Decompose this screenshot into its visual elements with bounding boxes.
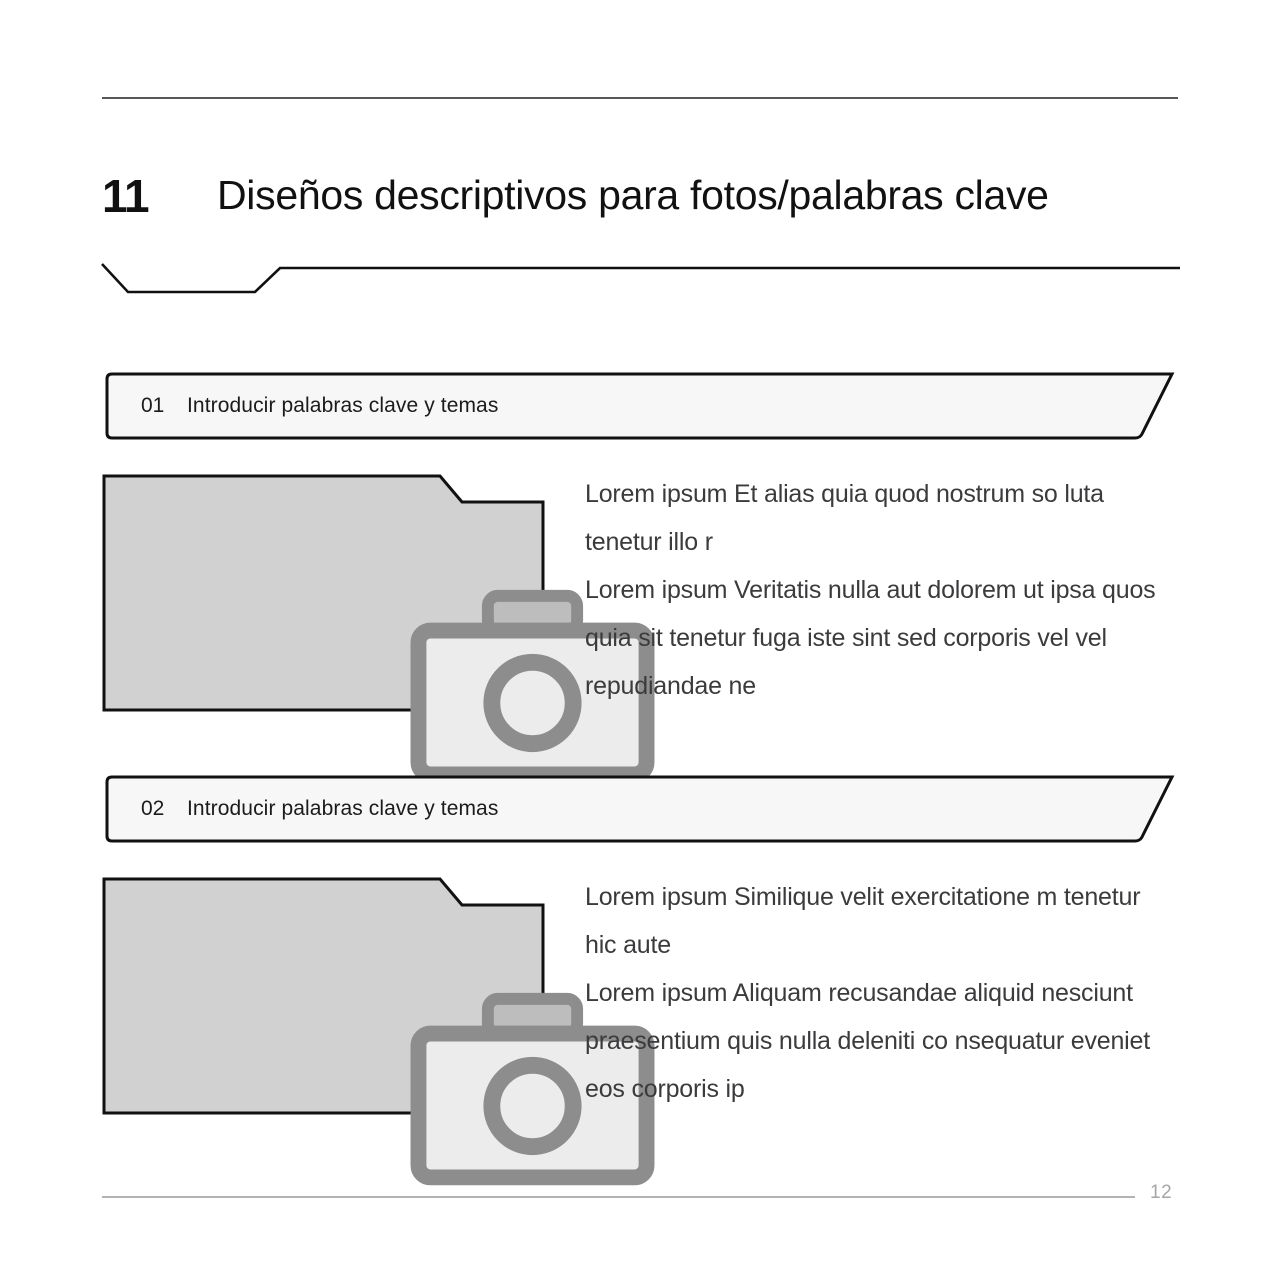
header-stepped-divider: [100, 262, 1182, 298]
section-number: 11: [102, 170, 149, 222]
paragraph: Lorem ipsum Aliquam recusandae aliquid nesciunt praesentium quis nulla deleniti co nsequatur eveniet eos corporis ip: [585, 979, 1150, 1103]
content-row-2: [102, 877, 1180, 1121]
camera-icon: [311, 984, 337, 1008]
camera-icon: [311, 581, 337, 605]
footer-rule-divider: [102, 1196, 1135, 1198]
block-label-2: Introducir palabras clave y temas: [187, 797, 499, 820]
block-body-text-2: [585, 873, 1170, 1113]
section-title-bar-1[interactable]: [102, 372, 1180, 440]
stepped-divider-path: [102, 264, 1180, 292]
page-title: Diseños descriptivos para fotos/palabras clave: [217, 172, 1049, 219]
block-body-text-1: [585, 470, 1170, 710]
content-row-1: [102, 474, 1180, 718]
paragraph: Lorem ipsum Similique velit exercitatione m tenetur hic aute: [585, 883, 1141, 959]
block-label-1: Introducir palabras clave y temas: [187, 394, 499, 417]
image-placeholder-1[interactable]: [102, 474, 545, 712]
section-title-bar-2[interactable]: [102, 775, 1180, 843]
block-number-2: 02: [141, 797, 165, 820]
page-number: 12: [1150, 1182, 1173, 1203]
top-rule-divider: [102, 97, 1178, 99]
paragraph: Lorem ipsum Veritatis nulla aut dolorem ut ipsa quos quia sit tenetur fuga iste sint sed corporis vel vel repudiandae ne: [585, 576, 1156, 700]
paragraph: Lorem ipsum Et alias quia quod nostrum so luta tenetur illo r: [585, 480, 1104, 556]
image-placeholder-2[interactable]: [102, 877, 545, 1115]
content-block-1: [102, 372, 1180, 718]
content-block-2: [102, 775, 1180, 1121]
slide-header: [102, 158, 1178, 234]
block-number-1: 01: [141, 394, 165, 417]
